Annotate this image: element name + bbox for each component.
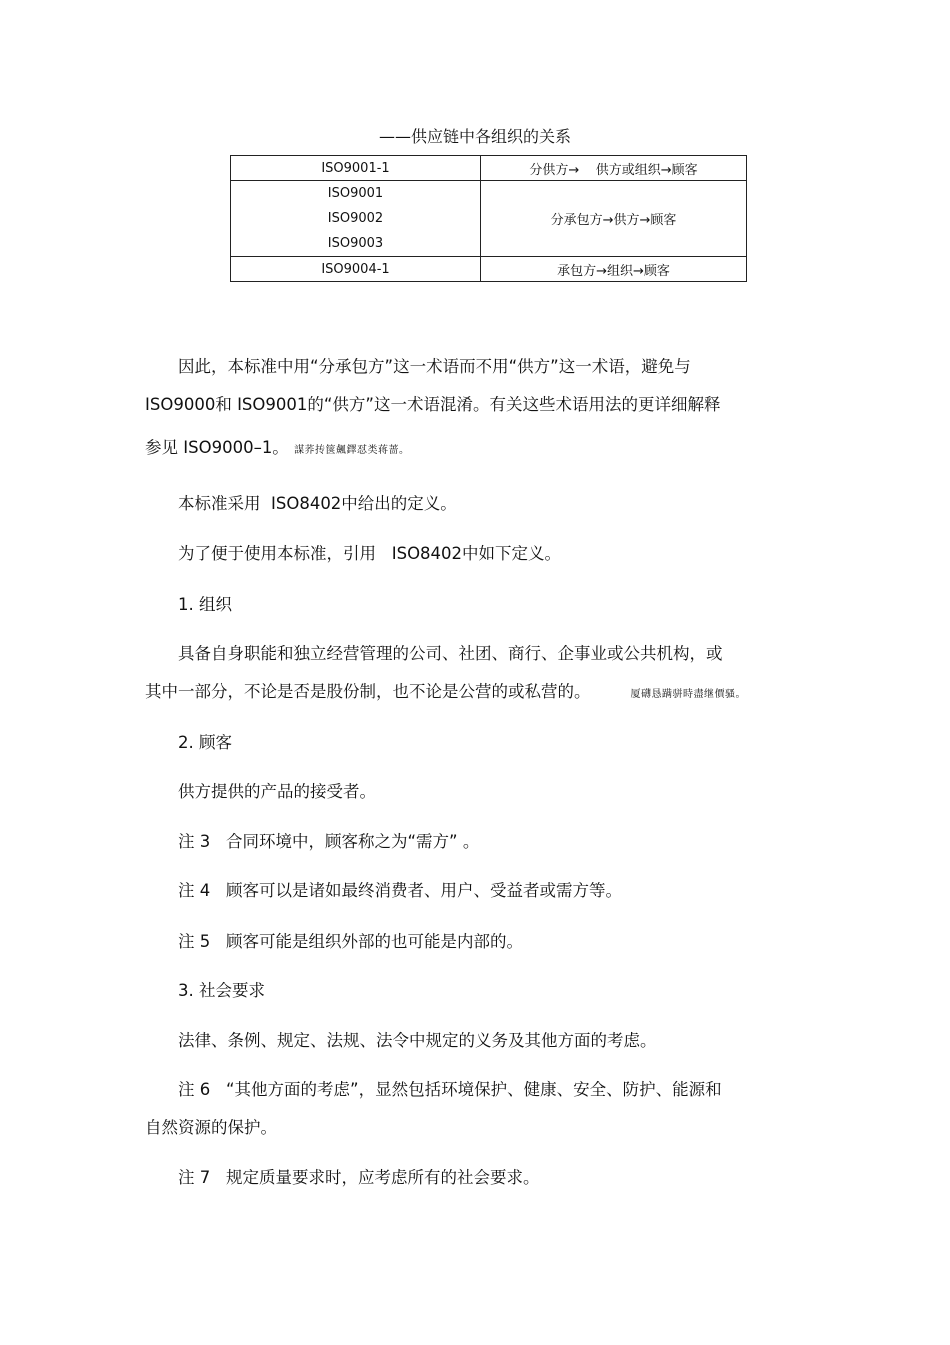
paragraph: 供方提供的产品的接受者。	[178, 782, 376, 801]
table-cell	[231, 181, 481, 257]
table-row	[231, 156, 747, 181]
note-line: 注 6 “其他方面的考虑”，显然包括环境保护、健康、安全、防护、能源和	[178, 1080, 722, 1099]
paragraph-line	[145, 434, 410, 458]
paragraph: 法律、条例、规定、法规、法令中规定的义务及其他方面的考虑。	[178, 1031, 657, 1050]
table-cell: ISO9004-1	[231, 257, 481, 282]
standard-label: ISO9002	[327, 211, 384, 226]
table-cell: 分供方→ 供方或组织→顾客	[481, 156, 747, 181]
table-row	[231, 257, 747, 282]
note: 注 5 顾客可能是组织外部的也可能是内部的。	[178, 932, 523, 951]
table-caption: ——供应链中各组织的关系	[378, 127, 571, 146]
relationship-table	[230, 155, 747, 282]
note: 注 3 合同环境中，顾客称之为“需方” 。	[178, 832, 480, 851]
table-cell: 承包方→组织→顾客	[481, 257, 747, 282]
standard-label: ISO9003	[327, 236, 384, 251]
paragraph-line: 因此，本标准中用“分承包方”这一术语而不用“供方”这一术语，避免与	[178, 357, 691, 376]
note: 注 4 顾客可以是诸如最终消费者、用户、受益者或需方等。	[178, 881, 622, 900]
paragraph: 为了便于使用本标准，引用 ISO8402中如下定义。	[178, 544, 562, 563]
table-cell: 分承包方→供方→顾客	[481, 181, 747, 257]
table-cell: ISO9001-1	[231, 156, 481, 181]
paragraph-line: ISO9000和 ISO9001的“供方”这一术语混淆。有关这些术语用法的更详细解释	[145, 395, 721, 414]
watermark-text: 謀荞抟箧飆鐸怼类蒋蔷。	[294, 445, 410, 456]
standard-label: ISO9001	[327, 186, 384, 201]
paragraph-line: 具备自身职能和独立经营管理的公司、社团、商行、企事业或公共机构，或	[178, 644, 723, 663]
note: 注 7 规定质量要求时，应考虑所有的社会要求。	[178, 1168, 540, 1187]
table-row	[231, 181, 747, 257]
paragraph: 本标准采用 ISO8402中给出的定义。	[178, 494, 457, 513]
section-heading: 3. 社会要求	[178, 981, 265, 1000]
section-heading: 2. 顾客	[178, 733, 232, 752]
note-line: 自然资源的保护。	[145, 1118, 277, 1137]
paragraph-line	[145, 678, 746, 702]
section-heading: 1. 组织	[178, 595, 232, 614]
watermark-text: 厦礴恳蹒骈時盡继價骚。	[630, 689, 746, 700]
paragraph-text: 其中一部分，不论是否是股份制，也不论是公营的或私营的。	[145, 682, 591, 701]
paragraph-text: 参见 ISO9000–1。	[145, 438, 289, 457]
